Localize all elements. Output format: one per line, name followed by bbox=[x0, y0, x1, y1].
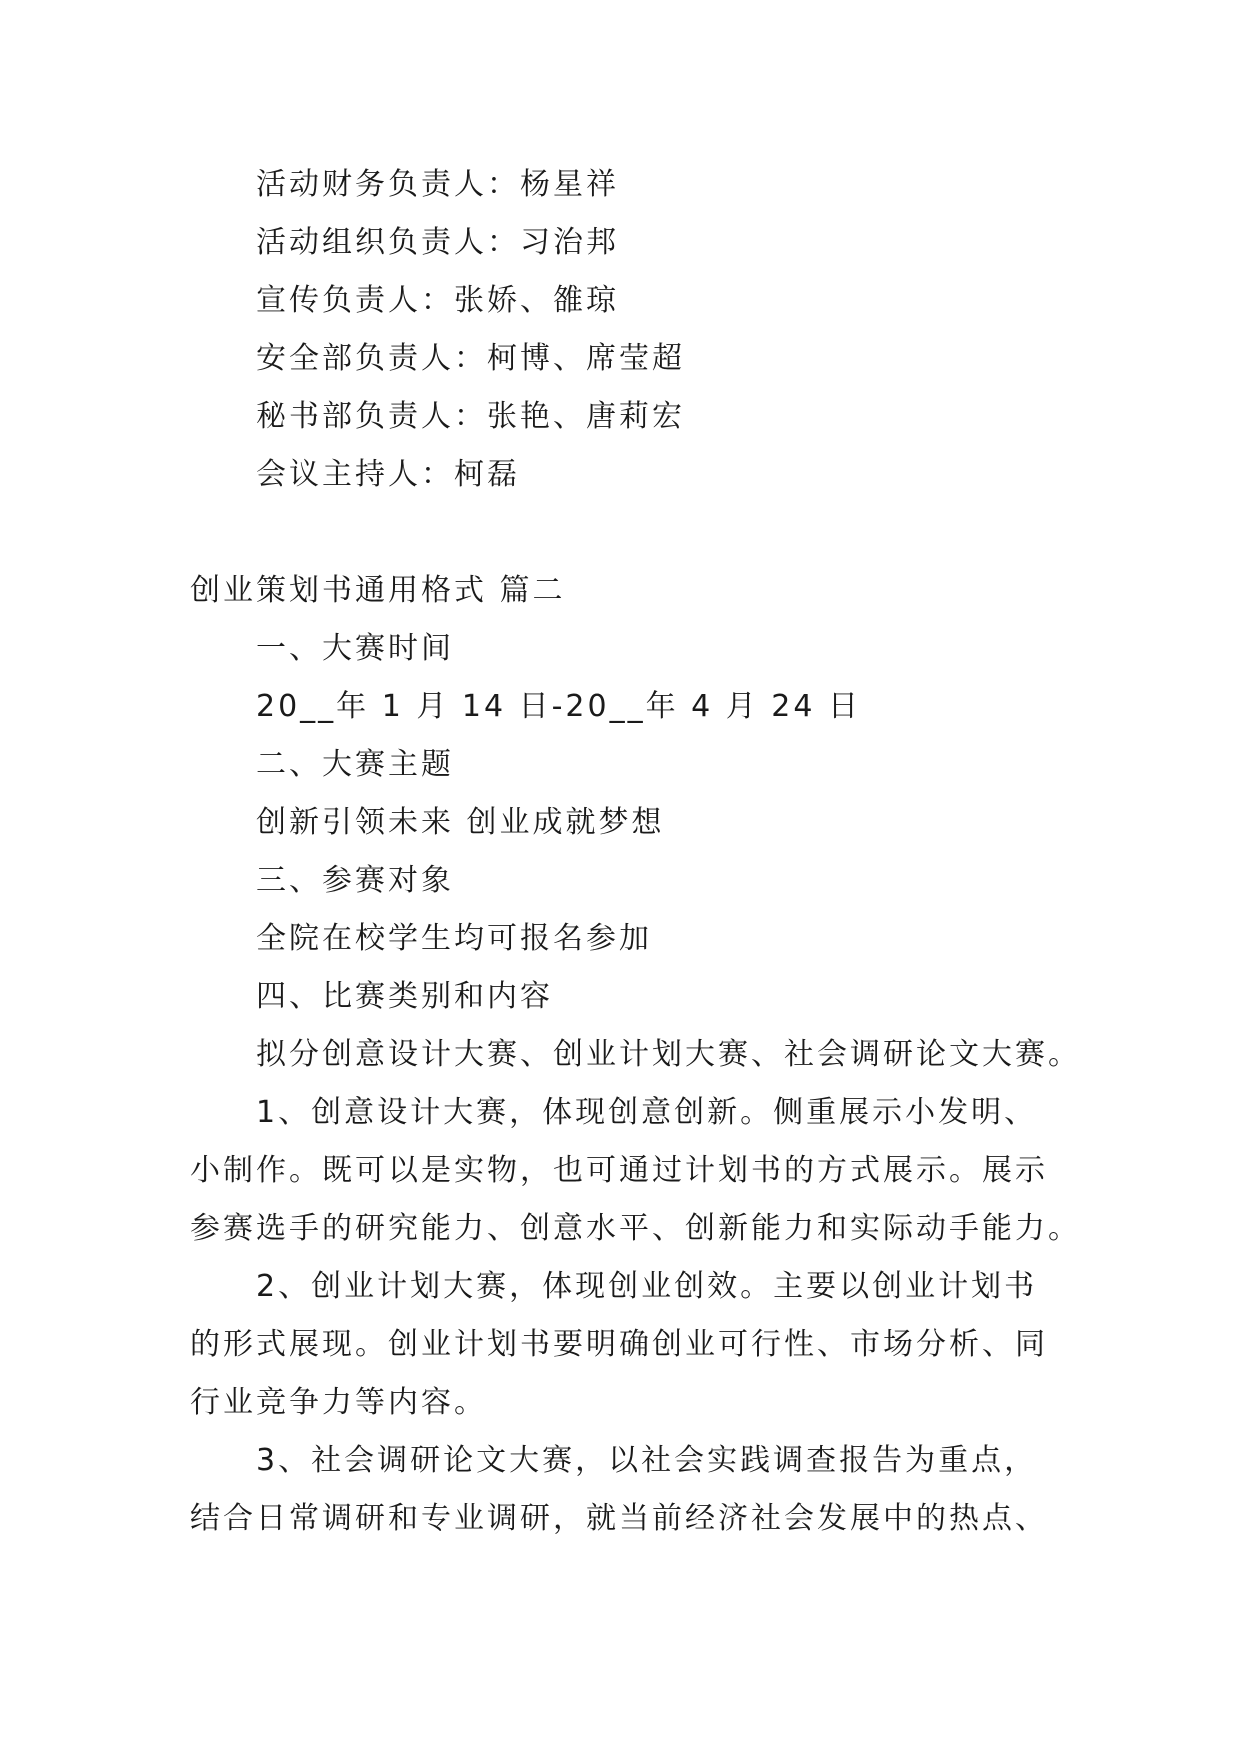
paragraph-3-line-1: 3、社会调研论文大赛，以社会实践调查报告为重点， bbox=[256, 1443, 1038, 1478]
paragraph-2-line-3: 行业竞争力等内容。 bbox=[190, 1385, 487, 1420]
categories-intro: 拟分创意设计大赛、创业计划大赛、社会调研论文大赛。 bbox=[256, 1037, 1081, 1072]
participants-value: 全院在校学生均可报名参加 bbox=[256, 921, 652, 956]
participants-heading: 三、参赛对象 bbox=[256, 863, 454, 898]
role-security: 安全部负责人：柯博、席莹超 bbox=[256, 341, 685, 376]
paragraph-3-line-2: 结合日常调研和专业调研，就当前经济社会发展中的热点、 bbox=[190, 1501, 1048, 1536]
role-secretariat: 秘书部负责人：张艳、唐莉宏 bbox=[256, 399, 685, 434]
role-finance: 活动财务负责人：杨星祥 bbox=[256, 167, 619, 202]
time-heading: 一、大赛时间 bbox=[256, 631, 454, 666]
role-organization: 活动组织负责人：习治邦 bbox=[256, 225, 619, 260]
role-host: 会议主持人：柯磊 bbox=[256, 457, 520, 492]
paragraph-1-line-2: 小制作。既可以是实物，也可通过计划书的方式展示。展示 bbox=[190, 1153, 1048, 1188]
theme-value: 创新引领未来 创业成就梦想 bbox=[256, 805, 665, 840]
paragraph-1-line-1: 1、创意设计大赛，体现创意创新。侧重展示小发明、 bbox=[256, 1095, 1038, 1130]
paragraph-1-line-3: 参赛选手的研究能力、创意水平、创新能力和实际动手能力。 bbox=[190, 1211, 1081, 1246]
time-value: 20__年 1 月 14 日-20__年 4 月 24 日 bbox=[256, 689, 861, 724]
categories-heading: 四、比赛类别和内容 bbox=[256, 979, 553, 1014]
paragraph-2-line-2: 的形式展现。创业计划书要明确创业可行性、市场分析、同 bbox=[190, 1327, 1048, 1362]
role-publicity: 宣传负责人：张娇、雒琼 bbox=[256, 283, 619, 318]
paragraph-2-line-1: 2、创业计划大赛，体现创业创效。主要以创业计划书 bbox=[256, 1269, 1038, 1304]
section-title: 创业策划书通用格式 篇二 bbox=[190, 573, 566, 608]
theme-heading: 二、大赛主题 bbox=[256, 747, 454, 782]
